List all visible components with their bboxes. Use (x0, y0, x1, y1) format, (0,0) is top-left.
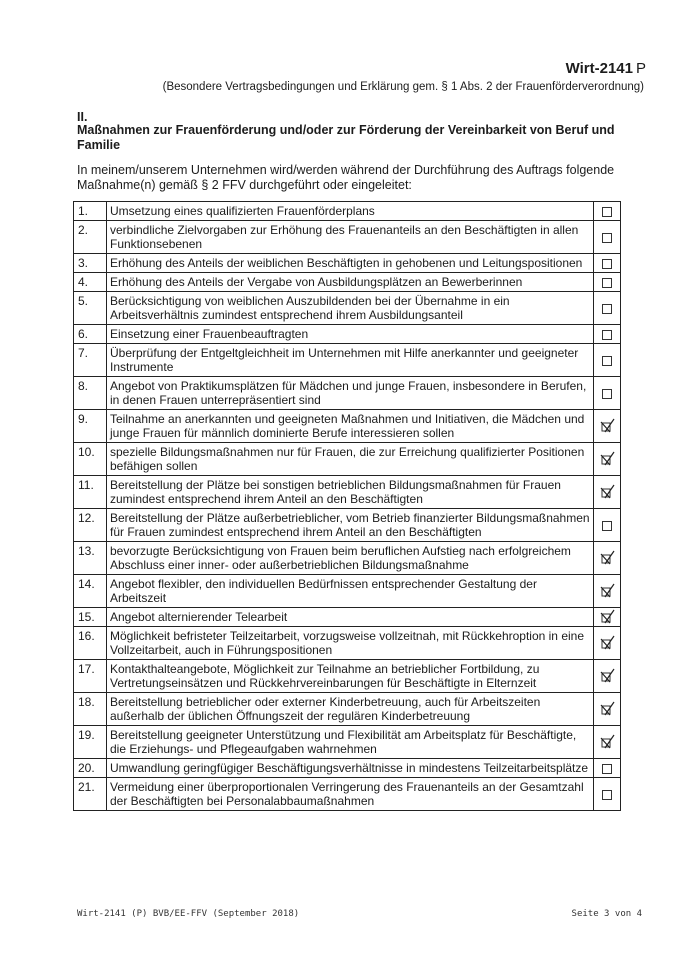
measure-checkbox-cell (594, 202, 621, 221)
checkbox-checked-icon[interactable] (598, 634, 616, 652)
measure-number: 21. (74, 778, 107, 811)
measure-checkbox-cell (594, 693, 621, 726)
measure-number: 18. (74, 693, 107, 726)
measure-row (74, 759, 621, 778)
section-number: II. (77, 110, 88, 124)
measure-row (74, 575, 621, 608)
measure-text: Berücksichtigung von weiblichen Auszubildenden bei der Übernahme in ein Arbeitsverhältnis zumindest entsprechend ihrem Ausbildungsanteil (107, 292, 594, 325)
checkbox-checked-icon[interactable] (598, 417, 616, 435)
measure-number: 19. (74, 726, 107, 759)
checkbox-checked-icon[interactable] (598, 733, 616, 751)
measure-text: Vermeidung einer überproportionalen Verringerung des Frauenanteils an der Gesamtzahl der Beschäftigten bei Personalabbaumaßnahmen (107, 778, 594, 811)
measure-checkbox-cell (594, 377, 621, 410)
measure-number: 5. (74, 292, 107, 325)
measure-checkbox-cell (594, 410, 621, 443)
measure-text: Bereitstellung geeigneter Unterstützung und Flexibilität am Arbeitsplatz für Beschäftigte, die Erziehungs- und Pflegeaufgaben wahrnehmen (107, 726, 594, 759)
measure-number: 2. (74, 221, 107, 254)
measure-text: Umsetzung eines qualifizierten Frauenförderplans (107, 202, 594, 221)
measure-checkbox-cell (594, 221, 621, 254)
checkbox-empty-icon[interactable] (602, 356, 612, 366)
measure-number: 10. (74, 443, 107, 476)
measure-row (74, 509, 621, 542)
measure-row (74, 476, 621, 509)
checkbox-checked-icon[interactable] (598, 549, 616, 567)
measure-number: 1. (74, 202, 107, 221)
measure-number: 6. (74, 325, 107, 344)
measure-checkbox-cell (594, 443, 621, 476)
measure-text: Bereitstellung der Plätze bei sonstigen betrieblichen Bildungsmaßnahmen für Frauen zumindest entsprechend ihrem Anteil an den Beschäftigten (107, 476, 594, 509)
measure-row (74, 778, 621, 811)
measure-checkbox-cell (594, 726, 621, 759)
footer-page-number: Seite 3 von 4 (571, 909, 642, 919)
measure-number: 3. (74, 254, 107, 273)
section-heading: Maßnahmen zur Frauenförderung und/oder zur Förderung der Vereinbarkeit von Beruf und Familie (77, 123, 615, 152)
measure-number: 11. (74, 476, 107, 509)
measure-checkbox-cell (594, 476, 621, 509)
measure-text: Bereitstellung betrieblicher oder externer Kinderbetreuung, auch für Arbeitszeiten außerhalb der üblichen Öffnungszeit der regulären Kinderbetreuung (107, 693, 594, 726)
measure-row (74, 660, 621, 693)
measure-checkbox-cell (594, 344, 621, 377)
checkbox-empty-icon[interactable] (602, 790, 612, 800)
measure-checkbox-cell (594, 627, 621, 660)
measure-row (74, 726, 621, 759)
checkbox-checked-icon[interactable] (598, 450, 616, 468)
checkbox-checked-icon[interactable] (598, 582, 616, 600)
measure-row (74, 325, 621, 344)
measures-table (73, 201, 621, 811)
measure-text: Erhöhung des Anteils der weiblichen Beschäftigten in gehobenen und Leitungspositionen (107, 254, 594, 273)
measure-row (74, 443, 621, 476)
measure-text: Kontakthalteangebote, Möglichkeit zur Teilnahme an betrieblicher Fortbildung, zu Vertretungseinsätzen und Rückkehrvereinbarungen für Beschäftigte in Elternzeit (107, 660, 594, 693)
checkbox-empty-icon[interactable] (602, 259, 612, 269)
measure-row (74, 693, 621, 726)
measure-number: 16. (74, 627, 107, 660)
measure-row (74, 292, 621, 325)
checkbox-checked-icon[interactable] (598, 667, 616, 685)
measure-checkbox-cell (594, 325, 621, 344)
measure-text: Angebot von Praktikumsplätzen für Mädchen und junge Frauen, insbesondere in Berufen, in denen Frauen unterrepräsentiert sind (107, 377, 594, 410)
measure-number: 17. (74, 660, 107, 693)
measure-checkbox-cell (594, 292, 621, 325)
measure-number: 15. (74, 608, 107, 627)
measure-text: Bereitstellung der Plätze außerbetrieblicher, vom Betrieb finanzierter Bildungsmaßnahmen für Frauen zumindest entsprechend ihrem Anteil an den Beschäftigten (107, 509, 594, 542)
measure-text: Überprüfung der Entgeltgleichheit im Unternehmen mit Hilfe anerkannter und geeigneter Instrumente (107, 344, 594, 377)
measure-row (74, 273, 621, 292)
footer-form-reference: Wirt-2141 (P) BVB/EE-FFV (September 2018) (77, 909, 300, 919)
measure-text: Angebot alternierender Telearbeit (107, 608, 594, 627)
measure-row (74, 202, 621, 221)
form-code-suffix: P (635, 60, 646, 77)
measure-text: Angebot flexibler, den individuellen Bedürfnissen entsprechender Gestaltung der Arbeitszeit (107, 575, 594, 608)
measure-number: 4. (74, 273, 107, 292)
measure-text: Möglichkeit befristeter Teilzeitarbeit, vorzugsweise vollzeitnah, mit Rückkehroption in eine Vollzeitarbeit, auch in Führungspositionen (107, 627, 594, 660)
checkbox-empty-icon[interactable] (602, 330, 612, 340)
measure-number: 12. (74, 509, 107, 542)
measure-row (74, 608, 621, 627)
measure-checkbox-cell (594, 254, 621, 273)
measure-row (74, 254, 621, 273)
measure-checkbox-cell (594, 759, 621, 778)
checkbox-empty-icon[interactable] (602, 233, 612, 243)
measure-checkbox-cell (594, 273, 621, 292)
measure-checkbox-cell (594, 660, 621, 693)
form-code (566, 60, 646, 77)
measure-checkbox-cell (594, 608, 621, 627)
measure-checkbox-cell (594, 509, 621, 542)
checkbox-checked-icon[interactable] (598, 608, 616, 626)
measure-checkbox-cell (594, 542, 621, 575)
section-intro: In meinem/unserem Unternehmen wird/werden während der Durchführung des Auftrags folgende Maßnahme(n) gemäß § 2 FFV durchgeführt oder eingeleitet: (77, 163, 615, 192)
measure-text: Umwandlung geringfügiger Beschäftigungsverhältnisse in mindestens Teilzeitarbeitsplätze (107, 759, 594, 778)
measure-number: 7. (74, 344, 107, 377)
checkbox-empty-icon[interactable] (602, 304, 612, 314)
measure-number: 20. (74, 759, 107, 778)
form-code-number: Wirt-2141 (565, 60, 633, 77)
measure-number: 13. (74, 542, 107, 575)
measure-text: Erhöhung des Anteils der Vergabe von Ausbildungsplätzen an Bewerberinnen (107, 273, 594, 292)
checkbox-empty-icon[interactable] (602, 521, 612, 531)
checkbox-empty-icon[interactable] (602, 278, 612, 288)
checkbox-checked-icon[interactable] (598, 483, 616, 501)
checkbox-empty-icon[interactable] (602, 389, 612, 399)
measure-text: spezielle Bildungsmaßnahmen nur für Frauen, die zur Erreichung qualifizierter Positionen befähigen sollen (107, 443, 594, 476)
measure-checkbox-cell (594, 575, 621, 608)
measure-number: 8. (74, 377, 107, 410)
checkbox-empty-icon[interactable] (602, 207, 612, 217)
checkbox-empty-icon[interactable] (602, 764, 612, 774)
measure-row (74, 344, 621, 377)
measure-row (74, 377, 621, 410)
checkbox-checked-icon[interactable] (598, 700, 616, 718)
measure-text: verbindliche Zielvorgaben zur Erhöhung des Frauenanteils an den Beschäftigten in allen Funktionsebenen (107, 221, 594, 254)
measure-checkbox-cell (594, 778, 621, 811)
measure-row (74, 627, 621, 660)
measure-number: 14. (74, 575, 107, 608)
measure-text: Teilnahme an anerkannten und geeigneten Maßnahmen und Initiativen, die Mädchen und junge Frauen für männlich dominierte Berufe interessieren sollen (107, 410, 594, 443)
measure-row (74, 221, 621, 254)
measure-number: 9. (74, 410, 107, 443)
document-subtitle: (Besondere Vertragsbedingungen und Erklärung gem. § 1 Abs. 2 der Frauenförderverordnung) (162, 81, 644, 93)
measure-row (74, 542, 621, 575)
measure-text: bevorzugte Berücksichtigung von Frauen beim beruflichen Aufstieg nach erfolgreichem Abschluss einer inner- oder außerbetrieblichen Bildungsmaßnahme (107, 542, 594, 575)
measure-text: Einsetzung einer Frauenbeauftragten (107, 325, 594, 344)
measure-row (74, 410, 621, 443)
